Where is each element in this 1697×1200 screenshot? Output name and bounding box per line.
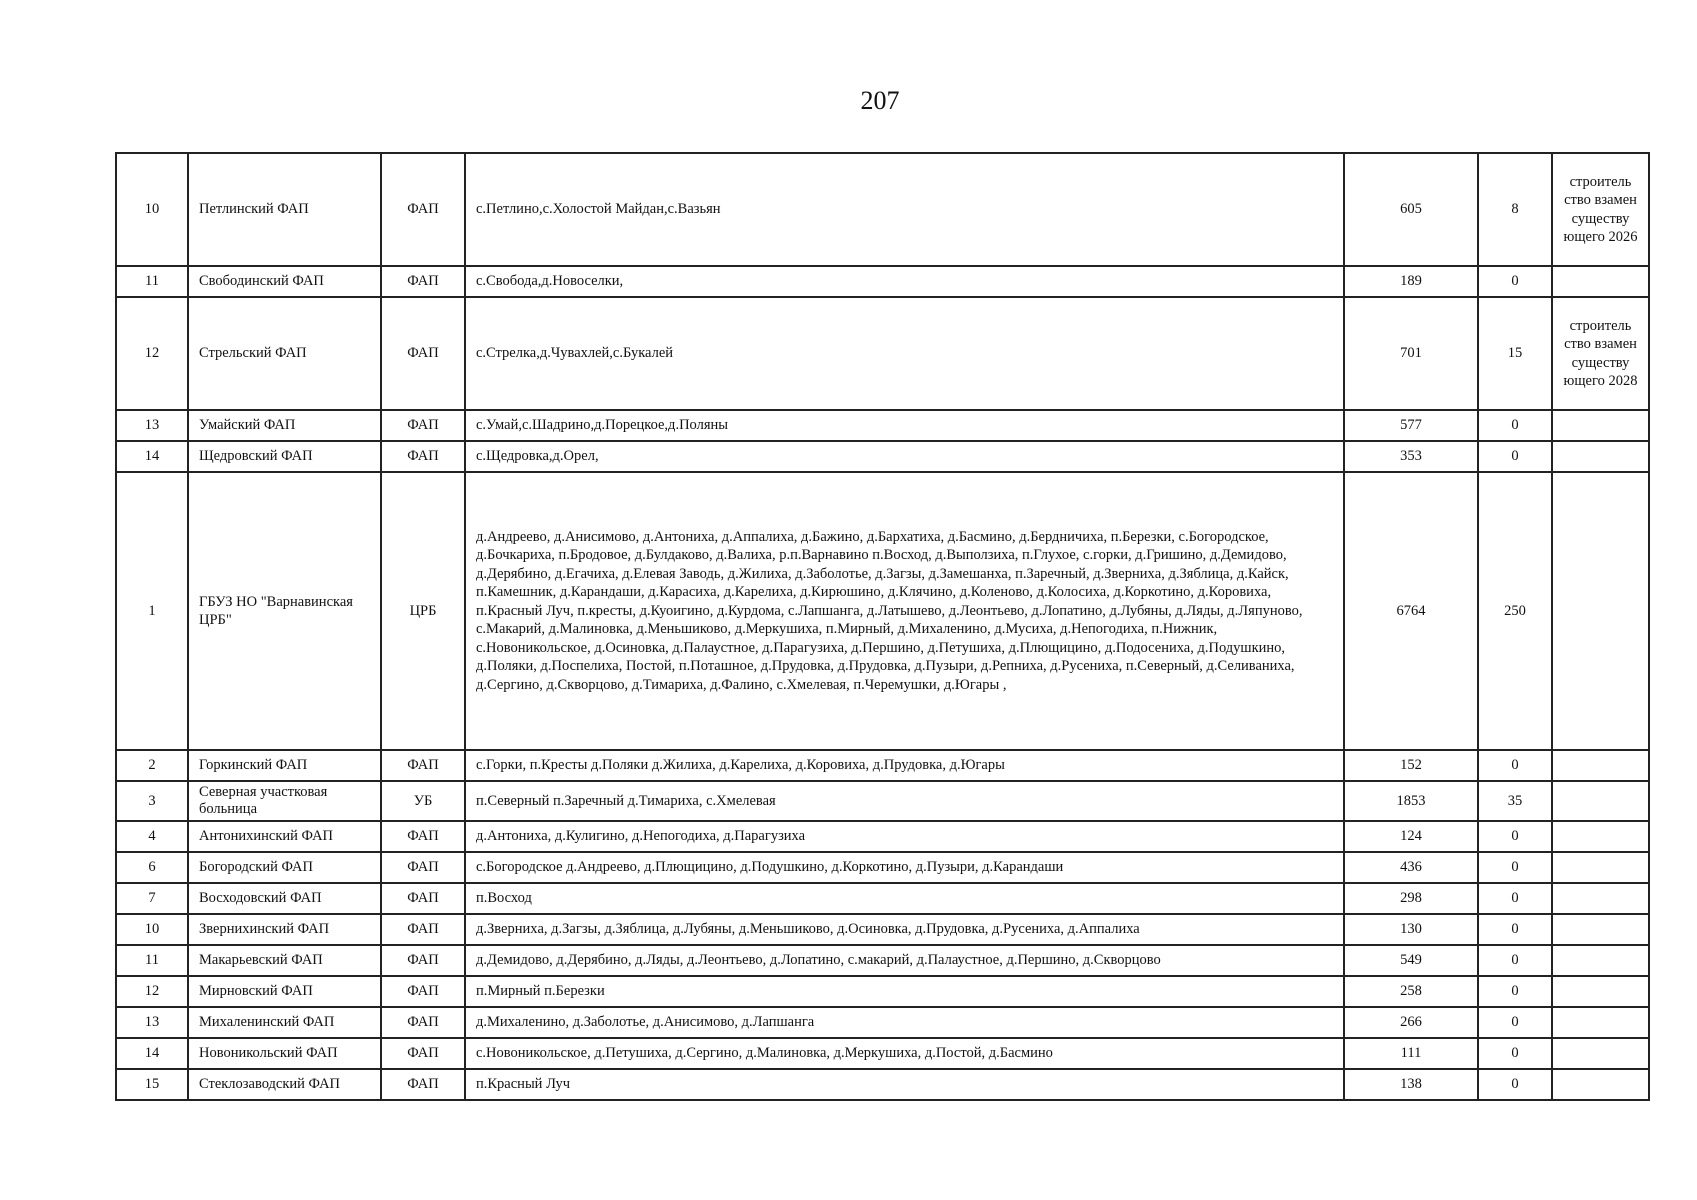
beds: 0 (1478, 266, 1552, 297)
facilities-table (115, 152, 1650, 1101)
table-row (116, 821, 1649, 852)
served-locations: с.Богородское д.Андреево, д.Плющицино, д.Подушкино, д.Коркотино, д.Пузыри, д.Карандаши (465, 852, 1344, 883)
served-locations: д.Михаленино, д.Заболотье, д.Анисимово, д.Лапшанга (465, 1007, 1344, 1038)
facility-name: Щедровский ФАП (188, 441, 381, 472)
facility-type: ФАП (381, 1069, 465, 1100)
population: 701 (1344, 297, 1478, 410)
beds: 8 (1478, 153, 1552, 266)
beds: 0 (1478, 410, 1552, 441)
table-row (116, 1038, 1649, 1069)
row-number: 7 (116, 883, 188, 914)
facility-name: Мирновский ФАП (188, 976, 381, 1007)
row-number: 11 (116, 945, 188, 976)
served-locations: с.Щедровка,д.Орел, (465, 441, 1344, 472)
row-number: 4 (116, 821, 188, 852)
population: 152 (1344, 750, 1478, 781)
facility-type: ФАП (381, 883, 465, 914)
table-row (116, 883, 1649, 914)
facility-type: ФАП (381, 750, 465, 781)
note (1552, 266, 1649, 297)
row-number: 12 (116, 297, 188, 410)
served-locations: с.Петлино,с.Холостой Майдан,с.Вазьян (465, 153, 1344, 266)
population: 266 (1344, 1007, 1478, 1038)
facility-type: ФАП (381, 1038, 465, 1069)
note (1552, 883, 1649, 914)
facility-type: ФАП (381, 297, 465, 410)
facility-type: ЦРБ (381, 472, 465, 750)
facility-name: Макарьевский ФАП (188, 945, 381, 976)
beds: 0 (1478, 1007, 1552, 1038)
facility-name: Стеклозаводский ФАП (188, 1069, 381, 1100)
facility-type: ФАП (381, 976, 465, 1007)
facility-type: ФАП (381, 410, 465, 441)
served-locations: д.Демидово, д.Дерябино, д.Ляды, д.Леонтьево, д.Лопатино, с.макарий, д.Палаустное, д.Першино, д.Скворцово (465, 945, 1344, 976)
population: 605 (1344, 153, 1478, 266)
beds: 0 (1478, 1069, 1552, 1100)
facility-type: ФАП (381, 441, 465, 472)
facility-type: УБ (381, 781, 465, 821)
facility-name: Северная участковая больница (188, 781, 381, 821)
table-row (116, 852, 1649, 883)
row-number: 10 (116, 153, 188, 266)
served-locations: д.Андреево, д.Анисимово, д.Антониха, д.Аппалиха, д.Бажино, д.Бархатиха, д.Басмино, д.Бердничиха, п.Березки, с.Богородское, д.Бочкариха, п.Бродовое, д.Булдаково, д.Валиха, р.п.Варнавино п.Восход, д.Выползиха, п.Глухое, с.горки, д.Гришино, д.Демидово, д.Дерябино, д.Егачиха, д.Елевая Заводь, д.Жилиха, д.Заболотье, д.Загзы, д.Замешанха, п.Заречный, д.Звернихa, д.Зяблица, д.Кайск, п.Камешник, д.Карандаши, д.Карасиха, д.Карелиха, д.Кирюшино, д.Клячино, д.Коленово, д.Колосиха, д.Коркотино, д.Коровиха, п.Красный Луч, п.кресты, д.Куоигино, д.Курдома, с.Лапшанга, д.Латышево, д.Леонтьево, д.Лопатино, д.Лубяны, д.Ляды, д.Ляпуново, с.Макарий, д.Малиновка, д.Меньшиково, д.Меркушиха, п.Мирный, д.Михаленино, д.Мусиха, д.Непогодиха, п.Нижник, с.Новоникольское, д.Осиновка, д.Палаустное, д.Парагузиха, д.Першино, д.Петушиха, д.Плющицино, д.Подосениха, д.Подушкино, д.Поляки, д.Поспелиха, Постой, п.Поташное, д.Прудовка, д.Прудовка, д.Пузыри, д.Репниха, д.Русениха, п.Северный, д.Селиваниха, д.Сергино, д.Скворцово, д.Тимариха, д.Фалино, с.Хмелевая, п.Черемушки, д.Югары , (465, 472, 1344, 750)
row-number: 1 (116, 472, 188, 750)
population: 298 (1344, 883, 1478, 914)
served-locations: с.Свобода,д.Новоселки, (465, 266, 1344, 297)
population: 577 (1344, 410, 1478, 441)
facility-type: ФАП (381, 821, 465, 852)
facility-name: Михаленинский ФАП (188, 1007, 381, 1038)
beds: 0 (1478, 976, 1552, 1007)
facility-name: Петлинский ФАП (188, 153, 381, 266)
note (1552, 852, 1649, 883)
beds: 0 (1478, 883, 1552, 914)
population: 124 (1344, 821, 1478, 852)
served-locations: с.Горки, п.Кресты д.Поляки д.Жилиха, д.Карелиха, д.Коровиха, д.Прудовка, д.Югары (465, 750, 1344, 781)
facility-type: ФАП (381, 1007, 465, 1038)
row-number: 15 (116, 1069, 188, 1100)
note (1552, 914, 1649, 945)
served-locations: д.Звернихa, д.Загзы, д.Зяблица, д.Лубяны, д.Меньшиково, д.Осиновка, д.Прудовка, д.Русениха, д.Аппалиха (465, 914, 1344, 945)
table-row (116, 297, 1649, 410)
population: 549 (1344, 945, 1478, 976)
note (1552, 1069, 1649, 1100)
beds: 0 (1478, 945, 1552, 976)
population: 130 (1344, 914, 1478, 945)
facility-name: ГБУЗ НО "Варнавинская ЦРБ" (188, 472, 381, 750)
note: строитель ство взамен существу ющего 2026 (1552, 153, 1649, 266)
note (1552, 441, 1649, 472)
population: 436 (1344, 852, 1478, 883)
facility-name: Новоникольский ФАП (188, 1038, 381, 1069)
row-number: 10 (116, 914, 188, 945)
table-row (116, 1007, 1649, 1038)
note (1552, 821, 1649, 852)
population: 1853 (1344, 781, 1478, 821)
population: 258 (1344, 976, 1478, 1007)
note (1552, 945, 1649, 976)
row-number: 11 (116, 266, 188, 297)
facility-name: Богородский ФАП (188, 852, 381, 883)
population: 189 (1344, 266, 1478, 297)
population: 6764 (1344, 472, 1478, 750)
table-row (116, 441, 1649, 472)
served-locations: с.Умай,с.Шадрино,д.Порецкое,д.Поляны (465, 410, 1344, 441)
facility-type: ФАП (381, 945, 465, 976)
beds: 0 (1478, 852, 1552, 883)
row-number: 2 (116, 750, 188, 781)
beds: 0 (1478, 914, 1552, 945)
facility-name: Восходовский ФАП (188, 883, 381, 914)
table-row (116, 976, 1649, 1007)
table-row (116, 781, 1649, 821)
table-row (116, 472, 1649, 750)
served-locations: п.Восход (465, 883, 1344, 914)
served-locations: с.Стрелка,д.Чувахлей,с.Букалей (465, 297, 1344, 410)
row-number: 13 (116, 1007, 188, 1038)
population: 111 (1344, 1038, 1478, 1069)
population: 353 (1344, 441, 1478, 472)
facility-type: ФАП (381, 914, 465, 945)
beds: 0 (1478, 1038, 1552, 1069)
population: 138 (1344, 1069, 1478, 1100)
facility-name: Умайский ФАП (188, 410, 381, 441)
served-locations: п.Красный Луч (465, 1069, 1344, 1100)
served-locations: с.Новоникольское, д.Петушиха, д.Сергино, д.Малиновка, д.Меркушиха, д.Постой, д.Басмино (465, 1038, 1344, 1069)
note (1552, 781, 1649, 821)
note (1552, 976, 1649, 1007)
beds: 250 (1478, 472, 1552, 750)
table-row (116, 266, 1649, 297)
facility-type: ФАП (381, 266, 465, 297)
row-number: 6 (116, 852, 188, 883)
facility-name: Стрельский ФАП (188, 297, 381, 410)
row-number: 13 (116, 410, 188, 441)
served-locations: п.Мирный п.Березки (465, 976, 1344, 1007)
table-row (116, 410, 1649, 441)
facility-name: Горкинский ФАП (188, 750, 381, 781)
table-row (116, 945, 1649, 976)
note (1552, 1007, 1649, 1038)
facility-type: ФАП (381, 153, 465, 266)
beds: 35 (1478, 781, 1552, 821)
beds: 0 (1478, 821, 1552, 852)
table-row (116, 153, 1649, 266)
facility-name: Звернихинский ФАП (188, 914, 381, 945)
note (1552, 1038, 1649, 1069)
beds: 15 (1478, 297, 1552, 410)
note (1552, 410, 1649, 441)
note (1552, 472, 1649, 750)
served-locations: д.Антониха, д.Кулигино, д.Непогодиха, д.Парагузиха (465, 821, 1344, 852)
page-number: 207 (860, 86, 900, 115)
row-number: 14 (116, 441, 188, 472)
beds: 0 (1478, 441, 1552, 472)
note (1552, 750, 1649, 781)
table-row (116, 914, 1649, 945)
facility-name: Антонихинский ФАП (188, 821, 381, 852)
served-locations: п.Северный п.Заречный д.Тимариха, с.Хмелевая (465, 781, 1344, 821)
row-number: 14 (116, 1038, 188, 1069)
table-row (116, 1069, 1649, 1100)
facility-name: Свободинский ФАП (188, 266, 381, 297)
row-number: 3 (116, 781, 188, 821)
table-row (116, 750, 1649, 781)
facility-type: ФАП (381, 852, 465, 883)
row-number: 12 (116, 976, 188, 1007)
beds: 0 (1478, 750, 1552, 781)
note: строитель ство взамен существу ющего 2028 (1552, 297, 1649, 410)
